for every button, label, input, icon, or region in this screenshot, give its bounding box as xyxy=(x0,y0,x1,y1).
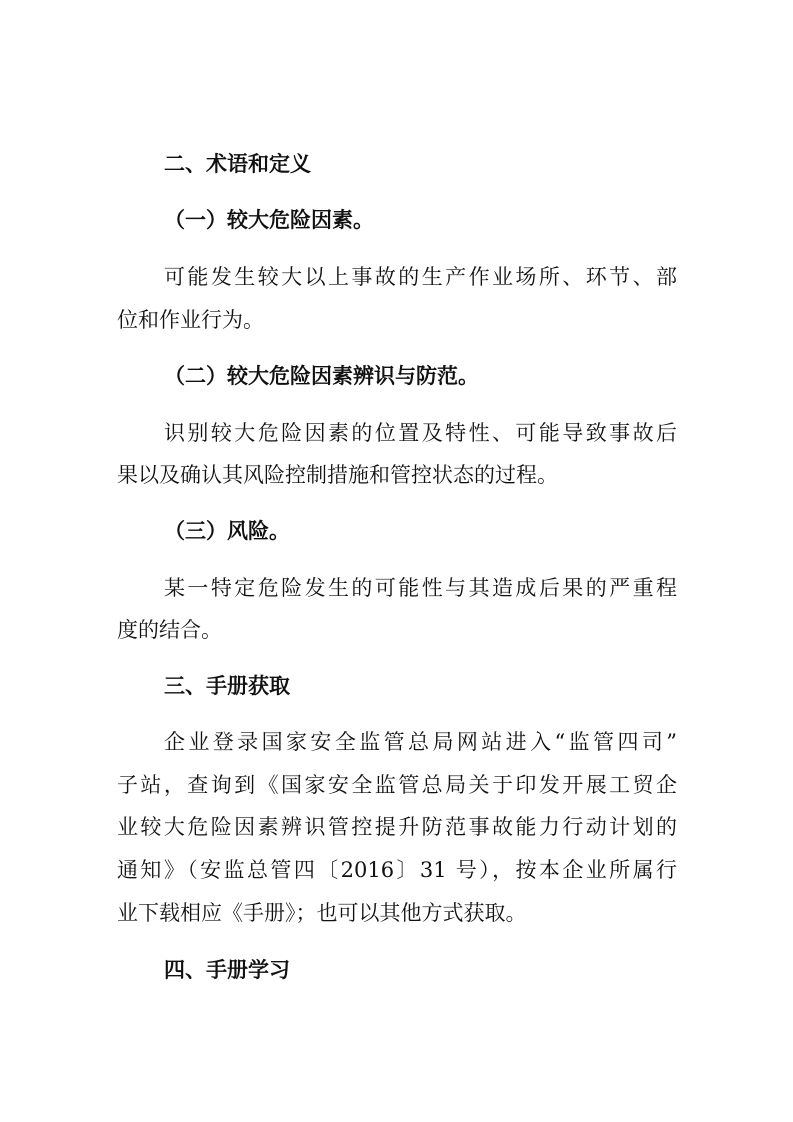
term-2-body-line-2: 果以及确认其风险控制措施和管控状态的过程。 xyxy=(117,463,558,487)
section-3-body-line-2: 子站，查询到《国家安全监管总局关于印发开展工贸企 xyxy=(117,773,677,797)
section-3-body-line-5: 业下载相应《手册》；也可以其他方式获取。 xyxy=(117,901,527,925)
term-3-body-line-1: 某一特定危险发生的可能性与其造成后果的严重程 xyxy=(164,576,677,600)
term-3-heading: （三）风险。 xyxy=(164,518,290,543)
term-2-body-line-1: 识别较大危险因素的位置及特性、可能导致事故后 xyxy=(164,421,677,445)
term-1-body-line-1: 可能发生较大以上事故的生产作业场所、环节、部 xyxy=(164,265,677,289)
section-3-heading: 三、手册获取 xyxy=(164,674,290,698)
term-1-heading: （一）较大危险因素。 xyxy=(164,207,374,232)
section-3-body-line-3: 业较大危险因素辨识管控提升防范事故能力行动计划的 xyxy=(117,815,677,839)
term-3-body-line-2: 度的结合。 xyxy=(117,618,222,642)
section-2-heading: 二、术语和定义 xyxy=(164,152,311,176)
term-2-heading: （二）较大危险因素辨识与防范。 xyxy=(164,363,479,388)
section-3-body-line-4: 通知》（安监总管四〔2016〕31 号），按本企业所属行 xyxy=(117,858,677,882)
term-1-body-line-2: 位和作业行为。 xyxy=(117,308,264,332)
section-3-body-line-1: 企业登录国家安全监管总局网站进入“监管四司” xyxy=(164,730,677,754)
section-4-heading: 四、手册学习 xyxy=(164,958,290,982)
